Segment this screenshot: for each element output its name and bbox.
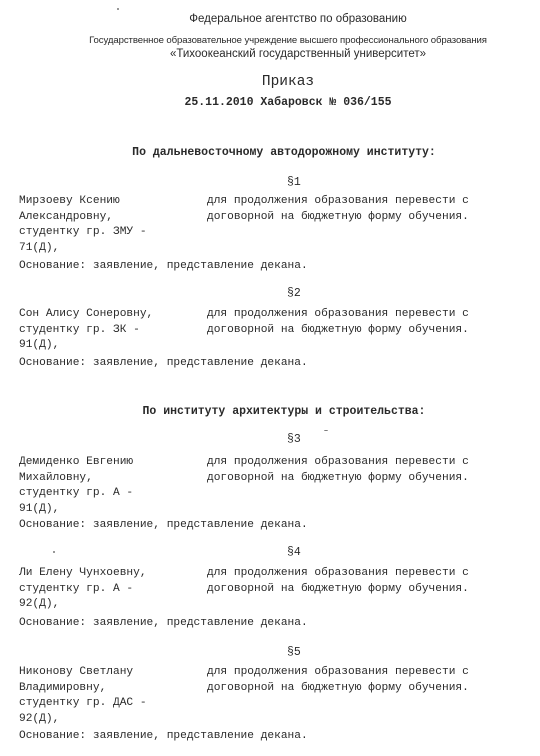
student-name: Мирзоеву Ксению Александровну, студентку гр. ЗМУ - 71(Д),: [19, 195, 147, 254]
order-decision: для продолжения образования перевести с договорной на бюджетную форму обучения.: [207, 195, 469, 223]
order-decision: для продолжения образования перевести с договорной на бюджетную форму обучения.: [207, 456, 469, 484]
institution-name: Государственное образовательное учреждение высшего профессионального образования: [89, 35, 487, 46]
section-number: §5: [287, 646, 301, 659]
institute-heading: По дальневосточному автодорожному институту:: [132, 146, 436, 159]
order-decision: для продолжения образования перевести с договорной на бюджетную форму обучения.: [207, 567, 469, 595]
order-decision: для продолжения образования перевести с договорной на бюджетную форму обучения.: [207, 308, 469, 336]
order-basis: Основание: заявление, представление декана.: [19, 730, 308, 742]
section-number: §4: [287, 546, 301, 559]
student-name: Никонову Светлану Владимировну, студентку гр. ДАС - 92(Д),: [19, 666, 147, 725]
student-name: Демиденко Евгению Михайловну, студентку гр. А - 91(Д),: [19, 456, 134, 515]
student-name: Сон Алису Сонеровну, студентку гр. ЗК - 91(Д),: [19, 308, 154, 352]
section-number: §1: [287, 176, 301, 189]
institute-heading: По институту архитектуры и строительства:: [142, 405, 426, 418]
student-name: Ли Елену Чунхоевну, студентку гр. А - 92(Д),: [19, 567, 147, 611]
scan-speck: [324, 430, 328, 431]
document-type: Приказ: [261, 74, 315, 90]
order-basis: Основание: заявление, представление декана.: [19, 260, 308, 272]
order-basis: Основание: заявление, представление декана.: [19, 357, 308, 369]
university-name: «Тихоокеанский государственный университет»: [169, 48, 427, 60]
order-decision: для продолжения образования перевести с договорной на бюджетную форму обучения.: [207, 666, 469, 694]
order-basis: Основание: заявление, представление декана.: [19, 617, 308, 629]
scan-speck: [117, 8, 119, 10]
order-basis: Основание: заявление, представление декана.: [19, 519, 308, 531]
scan-speck: [53, 551, 55, 553]
section-number: §3: [287, 433, 301, 446]
agency-name: Федеральное агентство по образованию: [189, 13, 407, 25]
section-number: §2: [287, 287, 301, 300]
order-date-place-number: 25.11.2010 Хабаровск № 036/155: [184, 96, 392, 109]
